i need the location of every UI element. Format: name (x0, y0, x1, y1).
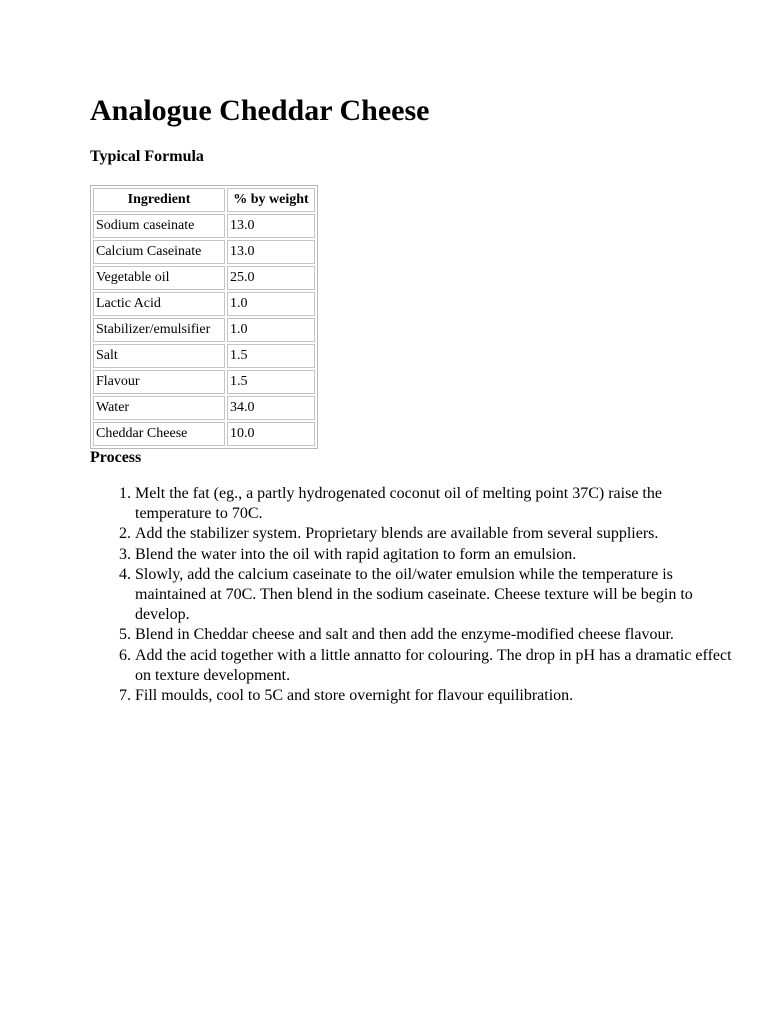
table-header-row (93, 188, 315, 212)
table-row (93, 344, 315, 368)
percent-cell: 1.5 (227, 370, 315, 394)
ingredient-cell: Stabilizer/emulsifier (93, 318, 225, 342)
ingredient-cell: Water (93, 396, 225, 420)
percent-cell: 13.0 (227, 214, 315, 238)
percent-cell: 1.5 (227, 344, 315, 368)
ingredient-cell: Vegetable oil (93, 266, 225, 290)
ingredient-cell: Lactic Acid (93, 292, 225, 316)
page-title: Analogue Cheddar Cheese (90, 94, 430, 127)
table-row (93, 240, 315, 264)
column-header-percent: % by weight (227, 188, 315, 212)
ingredients-table (90, 185, 318, 449)
percent-cell: 13.0 (227, 240, 315, 264)
process-step: 3. Blend the water into the oil with rapid agitation to form an emulsion. (135, 545, 735, 565)
table-row (93, 266, 315, 290)
process-heading: Process (90, 449, 142, 466)
process-step: 4. Slowly, add the calcium caseinate to the oil/water emulsion while the temperature is maintained at 70C. Then blend in the sodium caseinate. Cheese texture will be begin to develop. (135, 565, 735, 626)
ingredient-cell: Flavour (93, 370, 225, 394)
percent-cell: 34.0 (227, 396, 315, 420)
percent-cell: 1.0 (227, 292, 315, 316)
process-step: 2. Add the stabilizer system. Proprietary blends are available from several suppliers. (135, 524, 735, 544)
percent-cell: 1.0 (227, 318, 315, 342)
ingredient-cell: Sodium caseinate (93, 214, 225, 238)
table-row (93, 292, 315, 316)
table-row (93, 422, 315, 446)
table-row (93, 318, 315, 342)
table-row (93, 370, 315, 394)
process-steps-list (90, 484, 735, 706)
percent-cell: 10.0 (227, 422, 315, 446)
table-row (93, 396, 315, 420)
process-step: 7. Fill moulds, cool to 5C and store overnight for flavour equilibration. (135, 686, 735, 706)
column-header-ingredient: Ingredient (93, 188, 225, 212)
ingredient-cell: Salt (93, 344, 225, 368)
formula-heading: Typical Formula (90, 148, 204, 165)
ingredient-cell: Calcium Caseinate (93, 240, 225, 264)
process-step: 6. Add the acid together with a little annatto for colouring. The drop in pH has a dramatic effect on texture development. (135, 646, 735, 686)
process-step: 1. Melt the fat (eg., a partly hydrogenated coconut oil of melting point 37C) raise the temperature to 70C. (135, 484, 735, 524)
percent-cell: 25.0 (227, 266, 315, 290)
process-step: 5. Blend in Cheddar cheese and salt and then add the enzyme-modified cheese flavour. (135, 625, 735, 645)
table-row (93, 214, 315, 238)
ingredient-cell: Cheddar Cheese (93, 422, 225, 446)
